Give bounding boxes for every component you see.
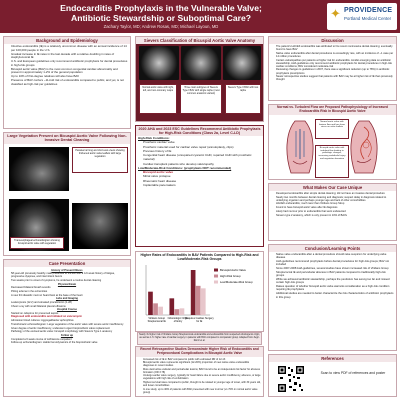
bar-1-2: [180, 308, 185, 315]
references-qr-code[interactable]: [277, 365, 305, 393]
unique-item: • Likely had murmur prior to endocarditis that went undetected: [276, 210, 394, 213]
type1-valve-image: [181, 46, 221, 80]
retrospective-item: • Undergo earlier valve surgery, typically for heart failure due to severe aortic insufficiency, abscess, or large vegetations with high risk of embolization: [143, 374, 261, 380]
course-item: • Diagnosed with endocarditis and initiated on vancomycin: [11, 315, 128, 318]
references-text: Scan to view PDF of references and poster: [320, 371, 386, 375]
poster-title-line-2: Antibiotic Stewardship or Suboptimal Care?: [70, 13, 251, 23]
flow-figure-heading: Normal vs. Turbulent Flow are Proposed Pathophysiology of Increased Endocarditis Risk in Bicuspid Aortic Valve: [269, 105, 396, 115]
chart-title: Higher Rates of Endocarditis in BAV Patients Compared to High-Risk and Low/Moderate-Risk Groups: [140, 253, 259, 261]
conclusion-item: • Native valve endocarditis after a dental procedure should raise suspicion for underlying valve disease: [276, 253, 394, 260]
legend-label: Low/Moderate-Risk Group: [220, 280, 253, 284]
retrospective-item: • Bicuspid aortic valve represents significant (12-20%) proportion of new native valve endocarditis diagnoses in recent studies: [143, 361, 261, 367]
retrospective-item: • In one study, up to 46% of patients with BAV presented with new murmur (vs 70% in normal aortic valve group): [143, 388, 261, 394]
exam-item: • A new 3/4 diastolic murmur heard best at the base of the heart: [11, 294, 128, 297]
retrospective-item: • Highest survival rates compared to public, thought to be related to younger age of onset, with 30 years old, and fewer comorbidities: [143, 381, 261, 387]
conclusion-item: • While we achieved antibiotic stewardship, perhaps the pendulum has swung too far and missed certain high-risk groups: [276, 278, 394, 285]
type1-callout: Three main subtypes of Sievers Type I BAV with single raphe (most common anatomic variant): [180, 84, 222, 114]
high-risk-title: High-Risk Conditions:: [138, 136, 170, 141]
background-item: • Gradual increase in IE rates in the last decade with a relative doubling in rates of staphylococcal IE: [11, 53, 128, 60]
bar-1-0: [169, 298, 174, 315]
bar-chart-svg: [136, 261, 263, 332]
discussion-item: • Newer retrospective studies suggest that patients with BAV may be at higher risk of IE than previously thought: [276, 75, 394, 81]
case-presentation-section: [3, 259, 131, 397]
category-label: Viridans Group Streptococcal IE: [147, 317, 166, 323]
legend-swatch: [214, 281, 218, 284]
unique-item: • Developed endocarditis after simple dental cleaning; did not have an invasive dental procedure: [276, 192, 394, 195]
bar-2-2: [201, 288, 206, 315]
background-section: [3, 36, 131, 129]
hpi-item: • Two weeks prior to onset of symptoms, he underwent a routine dental cleaning: [11, 279, 128, 282]
retrospective-item: • More destructive valvular and perivalvular lesions; BAV found to be an independent risk factor for abscess formation (OR 3.78): [143, 368, 261, 374]
discussion-item: • Reviewing changes to guidelines in 2007, there was a significant reduction (up to 78%) in antibiotic prophylaxis prescriptions: [276, 68, 394, 74]
course-item: • Given degree of aortic insufficiency, underwent urgent bioprosthetic valve replacement: [11, 327, 128, 330]
high-risk-item: • Congenital heart disease (unrepaired cyanotic CHD, repaired CHD with prosthetic material): [143, 154, 261, 162]
type2-valve-image: [223, 46, 261, 80]
vegetation-image-section: [3, 132, 131, 256]
hpi-item: • 58-year-old previously healthy male presented to the ED with a 4-6 week history of fatigue, progressive dyspnea, and intermittent fevers: [11, 272, 128, 278]
poster-title: [0, 3, 322, 23]
background-item: • Up to 10% of first-degree relatives will also have BAV: [11, 75, 128, 79]
references-heading: References: [269, 355, 396, 362]
sievers-heading: Sievers Classification of Bicuspid Aortic Valve Anatomy: [136, 37, 263, 44]
type0-callout: Normal aortic valve with right, left, and non-coronary cusps: [139, 84, 177, 114]
labs-title: Labs and Imaging: [55, 297, 79, 301]
unique-item: • Sievers type 2 anatomy, which is only present in 10% of BAVs: [276, 214, 394, 217]
course-item: • Transthoracic echocardiogram: Large vegetation of the aortic valve with severe aortic insufficiency: [11, 323, 128, 326]
followup-item: • Follow-up echocardiogram: stable hemodynamics of the bioprosthetic valve: [11, 341, 128, 344]
poster-banner: [0, 0, 400, 33]
followup-item: • Completed a 6-week course of ceftriaxone outpatient: [11, 338, 128, 341]
followup-title: Follow up: [60, 333, 74, 337]
low-risk-title: Low/Moderate-Risk Conditions: (prophylaxis NOT recommended): [138, 165, 232, 170]
retrospective-section: [135, 346, 264, 397]
case-presentation-heading: Case Presentation: [4, 260, 130, 267]
chart-note: Nearly 3x higher risk of Viridans Group Streptococcal endocarditis and endocarditis from suspected odontogenic origin, as well as 1.7x higher rate of cardiac surgery in patients with BAV compared to comparator group. Adapted from Zegri-Reiriz et al.: [137, 332, 262, 345]
category-label: Odontologic Origin of Entry: [167, 317, 189, 323]
unique-item: • HACEK endocarditis; much rarer than Viridans Group Strep: [276, 202, 394, 205]
course-item: • Pathology of the excised aortic valve: bicuspid morphology with Sievers Type 1 anatomy: [11, 330, 128, 333]
logo-name: PROVIDENCE: [344, 7, 393, 14]
background-item: • Infective endocarditis (IE) is a relatively uncommon disease with an annual incidence of 14 per 100,000 people in the U.S.: [11, 45, 128, 52]
bicuspid-valve-drawing: [351, 121, 377, 173]
providence-logo: [327, 3, 397, 30]
unique-item: • Nearly two months between dental cleaning and diagnosis; suspect delay in diagnosis related to underlying organism and perhaps younger age and lack of other comorbidities: [276, 196, 394, 202]
category-label: Requires Cardiac Surgery for IE: [184, 317, 214, 323]
unique-item: • Found to have bicuspid aortic valve after IE diagnosis: [276, 206, 394, 209]
bar-2-0: [191, 270, 196, 315]
discussion-item: • Native valve endocarditis after dental procedures is exceedingly rare, with an incidence of ~1 case per 14 million procedures: [276, 52, 394, 58]
background-item: • U.S. and European guidelines only recommend antibiotic prophylaxis for dental procedures in high-risk groups: [11, 60, 128, 67]
conclusion-item: • Since 2007-2008 AHA guidelines, several studies have shown increased risk of Viridans Group Streptococcal IE and perivalvular abscess in BAV patients compared to traditionally high-risk groups: [276, 267, 394, 277]
course-item: • Started on cefepime for presumed sepsis: [11, 312, 128, 315]
bar-0-2: [158, 307, 163, 315]
bar-2-1: [196, 286, 201, 315]
exam-item: • Decreased bilateral breath sounds: [11, 286, 128, 289]
low-risk-item: • Implantable pacemakers: [143, 184, 261, 188]
flow-figure-section: [268, 104, 397, 180]
echo-callout-bottom: Transesophageal echocardiogram showing bicuspid aortic valve with vegetation: [10, 237, 64, 249]
providence-star-icon: ✦: [330, 6, 341, 21]
labs-item: • Chest x-ray with small bilateral pleural effusions: [11, 305, 128, 308]
qr-code-icon: [277, 365, 305, 393]
valve-closeup-image: [72, 203, 128, 249]
bar-0-0: [148, 292, 153, 315]
type2-callout: Sievers Type II BAV with two raphe: [225, 84, 261, 114]
exam-title: Physical Exam: [57, 282, 77, 286]
unique-case-heading: What Makes Our Case Unique: [269, 184, 396, 191]
low-risk-item: • Bicuspid aortic valve: [143, 171, 261, 175]
normal-valve-drawing: [287, 121, 313, 173]
poster-authors: Zachary Taylor, MD; Andrew Rosas, MD; Michael Layoun, MD: [103, 24, 219, 29]
course-item: • Admission blood cultures: Aggregatibacter aphrophilus: [11, 319, 128, 322]
logo-subtitle: Portland Medical Center: [344, 16, 392, 21]
guidelines-heading: 2020 AHA and 2023 ESC Guidelines Recommend Antibiotic Prophylaxis for High-Risk Conditions (Class 2a, Level C-LD): [136, 126, 263, 136]
legend-swatch: [214, 275, 218, 278]
high-risk-item: • Cardiac transplant patients who develop valvulopathy: [143, 163, 261, 167]
legend-swatch: [214, 269, 218, 272]
background-item: • Bicuspid aortic valve (BAV) is the most common congenital cardiac abnormality and present in approximately 1-2% of the general population: [11, 68, 128, 75]
bar-1-1: [175, 309, 180, 315]
discussion-item: • The patient's HACEK endocarditis was attributed to his recent noninvasive dental cleaning; eventually found to have BAV: [276, 45, 394, 51]
sievers-section: [135, 36, 264, 122]
background-item: • Presence of BAV confers ~11-fold risk of endocarditis compared to public, and yet, is not classified as high-risk per guidelines: [11, 79, 128, 86]
endocarditis-rates-chart: [135, 251, 264, 332]
conclusion-section: [268, 244, 397, 351]
high-risk-item: • Prosthetic material used for cardiac valve repair (annuloplasty, clips): [143, 146, 261, 150]
vegetation-image-heading: Large Vegetation Present on Bicuspid Aortic Valve Following Non-Invasive Dental Cleaning: [4, 133, 130, 144]
legend-label: Bicuspid Aortic Valve: [220, 268, 246, 272]
guidelines-section: [135, 125, 264, 247]
high-risk-item: • Prosthetic cardiac valve: [143, 141, 261, 145]
high-risk-item: • Previous history of IE: [143, 150, 261, 154]
conclusion-heading: Conclusion/Learning Points: [269, 245, 396, 252]
normal-valve-image: [139, 46, 179, 80]
low-risk-item: • Mitral valve prolapse: [143, 175, 261, 179]
labs-item: • Leukocytosis (12.2) and elevated procalcitonin (1.28): [11, 301, 128, 304]
conclusion-item: • Additional studies are needed to better characterize the risk characteristics of antibiotic prophylaxis in this group: [276, 292, 394, 299]
parasternal-echo-image: [9, 147, 69, 191]
poster-title-line-1: Endocarditis Prophylaxis in the Vulnerable Valve;: [60, 3, 262, 13]
low-risk-item: • Rheumatic heart disease: [143, 180, 261, 184]
retrospective-heading: Recent Retrospective Studies Demonstrate Higher Risk of Endocarditis and Periprocedural Complications in Bicuspid Aortic Valve: [136, 347, 263, 357]
course-title: Hospital Course: [57, 308, 77, 312]
discussion-section: [268, 36, 397, 101]
background-heading: Background and Epidemiology: [4, 37, 130, 44]
echo-callout-top: Parasternal long and short-axis views showing thickened aortic valve leaflets with large vegetation: [72, 147, 128, 173]
discussion-item: • Certain valvulopathies put patients at higher risk for endocarditis. Amidst emerging data on antibiotic stewardship, AHA guidelines only recommend antibiotic prophylaxis for dental procedures in high-risk cardiac conditions; BAV considered moderate-risk: [276, 59, 394, 68]
retrospective-item: • Increased risk of IE in BAV compared to public with estimated RR of 12-13: [143, 358, 261, 361]
hpi-title: History of Present Illness: [51, 268, 83, 272]
exam-item: • Pitting edema in the extremities: [11, 290, 128, 293]
turbulent-flow-callout: Bicuspid aortic valve with turbulent flow leading to pathologic changes, increasing endothelial injury and vegetation formation: [315, 145, 349, 178]
discussion-heading: Discussion: [269, 37, 396, 44]
conclusion-item: • AHA guidelines recommend prophylaxis before dental procedures for high-risk groups; BAV not included: [276, 260, 394, 267]
normal-flow-callout: Normal aortic valve with laminar flow and low shear stress on valve leaflets: [315, 119, 349, 139]
legend-label: High-Risk Group: [220, 274, 241, 278]
bar-0-1: [153, 303, 158, 315]
references-section: [268, 354, 397, 397]
unique-case-section: [268, 183, 397, 241]
conclusion-item: • Raises question of whether bicuspid aortic valve warrants consideration as a high-risk condition requiring IE prophylaxis: [276, 285, 394, 292]
